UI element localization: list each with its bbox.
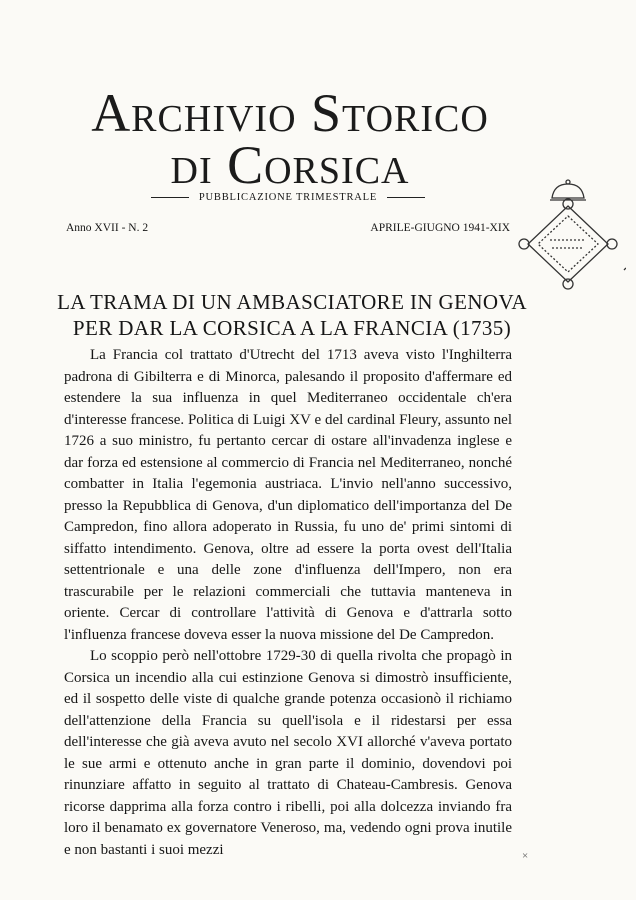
subtitle-rule-right <box>387 197 425 198</box>
subtitle-rule-left <box>151 197 189 198</box>
article-title-line2: PER DAR LA CORSICA A LA FRANCIA (1735) <box>72 316 512 340</box>
article-title-line1: LA TRAMA DI UN AMBASCIATORE IN GENOVA <box>57 290 527 314</box>
journal-subtitle-row <box>138 192 438 203</box>
issue-number: Anno XVII - N. 2 <box>66 222 149 234</box>
issue-info-row <box>66 222 510 234</box>
journal-title-line2: di Corsica <box>170 135 410 195</box>
body-paragraph-2: Lo scoppio però nell'ottobre 1729-30 di quella rivolta che propagò in Corsica un incendio alla cui estinzione Genova si dimostrò insufficiente, ed il sospetto delle viste di qualche grande potenza occasionò il richiamo dell'attenzione della Francia su quell'isola e il ridestarsi per essa dell'interesse che già aveva avuto nel secolo XVI allorché v'aveva portato le sue armi e ottenuto anche in gran parte il dominio, dovendovi poi rinunziare affatto in seguito al trattato di Chateau-Cambresis. Genova ricorse dapprima alla forza contro i ribelli, poi alla dolcezza inviando fra loro il benamato ex governatore Veneroso, ma, vedendo ogni prova inutile e non bastanti i suoi mezzi <box>64 648 512 858</box>
journal-title-line1: Archivio Storico <box>91 83 489 143</box>
article-body <box>64 345 512 861</box>
issue-date: APRILE-GIUGNO 1941-XIX <box>370 222 510 234</box>
journal-subtitle: PUBBLICAZIONE TRIMESTRALE <box>198 192 378 203</box>
body-paragraph-1: La Francia col trattato d'Utrecht del 1713 aveva visto l'Inghilterra padrona di Gibilterra e di Minorca, palesando il proposito d'affermare ed estendere la sua influenza in quel Mediterraneo occidentale ch'era d'interesse francese. Politica di Luigi XV e del cardinal Fleury, assunto nel 1726 a suo ministro, fu pertanto cercar di ostare all'invadenza inglese e dar forza ed estensione al commercio di Francia nel Mediterraneo, nonché combatter in Italia l'egemonia austriaca. L'invio nell'anno successivo, presso la Repubblica di Genova, d'un diplomatico dell'importanza del De Campredon, fino allora adoperato in Russia, fu uno de' primi sintomi di siffatto intendimento. Genova, oltre ad essere la porta ovest dell'Italia settentrionale e una delle zone d'influenza dell'Impero, non era trascurabile per le relazioni commerciali che tuttavia manteneva in oriente. Cercar di controllare l'attività di Genova e d'attrarla sotto l'influenza francese doveva esser la nuova missione del De Campredon. <box>64 347 512 643</box>
corner-mark-icon: × <box>522 850 529 862</box>
